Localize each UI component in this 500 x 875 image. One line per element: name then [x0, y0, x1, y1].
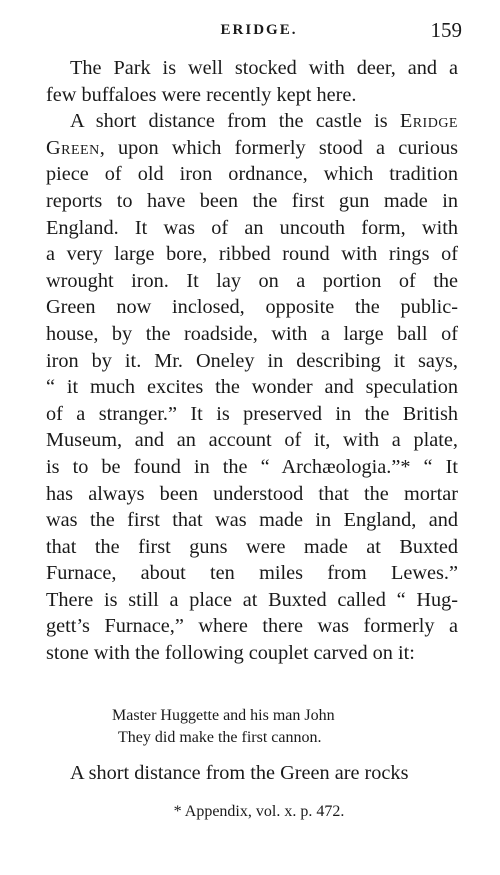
text-line: stone with the following couplet carved on it:: [46, 642, 415, 665]
text-line: gett’s Furnace,” where there was formerly a: [46, 615, 458, 638]
closing-line: A short distance from the Green are rocks: [70, 762, 409, 784]
text-line: “ it much excites the wonder and speculation: [46, 376, 458, 399]
text-line: a very large bore, ribbed round with rings of: [46, 243, 458, 266]
text-line: of a stranger.” It is preserved in the British: [46, 402, 458, 425]
smallcaps-green: Green: [46, 136, 100, 159]
text-line: England. It was of an uncouth form, with: [46, 216, 458, 239]
text-line: house, by the roadside, with a large ball of: [46, 322, 458, 345]
running-head: [48, 18, 470, 44]
text-fragment: A short distance from the castle is: [70, 110, 388, 133]
page-number: 159: [430, 18, 462, 42]
text-line: The Park is well stocked with deer, and a: [70, 57, 458, 79]
footnote: [0, 803, 500, 821]
smallcaps-eridge: Eridge: [399, 110, 458, 133]
text-line: Furnace, about ten miles from Lewes.”: [46, 562, 458, 585]
text-line: Museum, and an account of it, with a plate,: [46, 429, 458, 452]
text-line-with-smallcaps: [46, 108, 458, 135]
body-paragraphs: [46, 55, 458, 667]
text-line: was the first that was made in England, and: [46, 509, 458, 532]
text-fragment: , upon which formerly stood a curious: [99, 136, 458, 159]
couplet-line-2: They did make the first cannon.: [118, 729, 322, 746]
running-head-title: ERIDGE.: [220, 22, 298, 38]
text-line: wrought iron. It lay on a portion of the: [46, 269, 458, 292]
footnote-text: * Appendix, vol. x. p. 472.: [173, 803, 345, 820]
text-line-with-smallcaps: [46, 135, 458, 162]
text-line: is to be found in the “ Archæologia.”* “ It: [46, 455, 458, 478]
text-line: piece of old iron ordnance, which tradition: [46, 163, 458, 186]
text-line: has always been understood that the mortar: [46, 482, 458, 505]
text-line: reports to have been the first gun made in: [46, 189, 458, 212]
couplet-line-1: Master Huggette and his man John: [112, 707, 335, 724]
couplet: [112, 705, 335, 749]
text-line: that the first guns were made at Buxted: [46, 535, 458, 558]
text-line: Green now inclosed, opposite the public-: [46, 296, 458, 319]
text-line: iron by it. Mr. Oneley in describing it says,: [46, 349, 458, 372]
text-line: few buffaloes were recently kept here.: [46, 83, 357, 106]
text-line: There is still a place at Buxted called “ Hug-: [46, 588, 458, 611]
